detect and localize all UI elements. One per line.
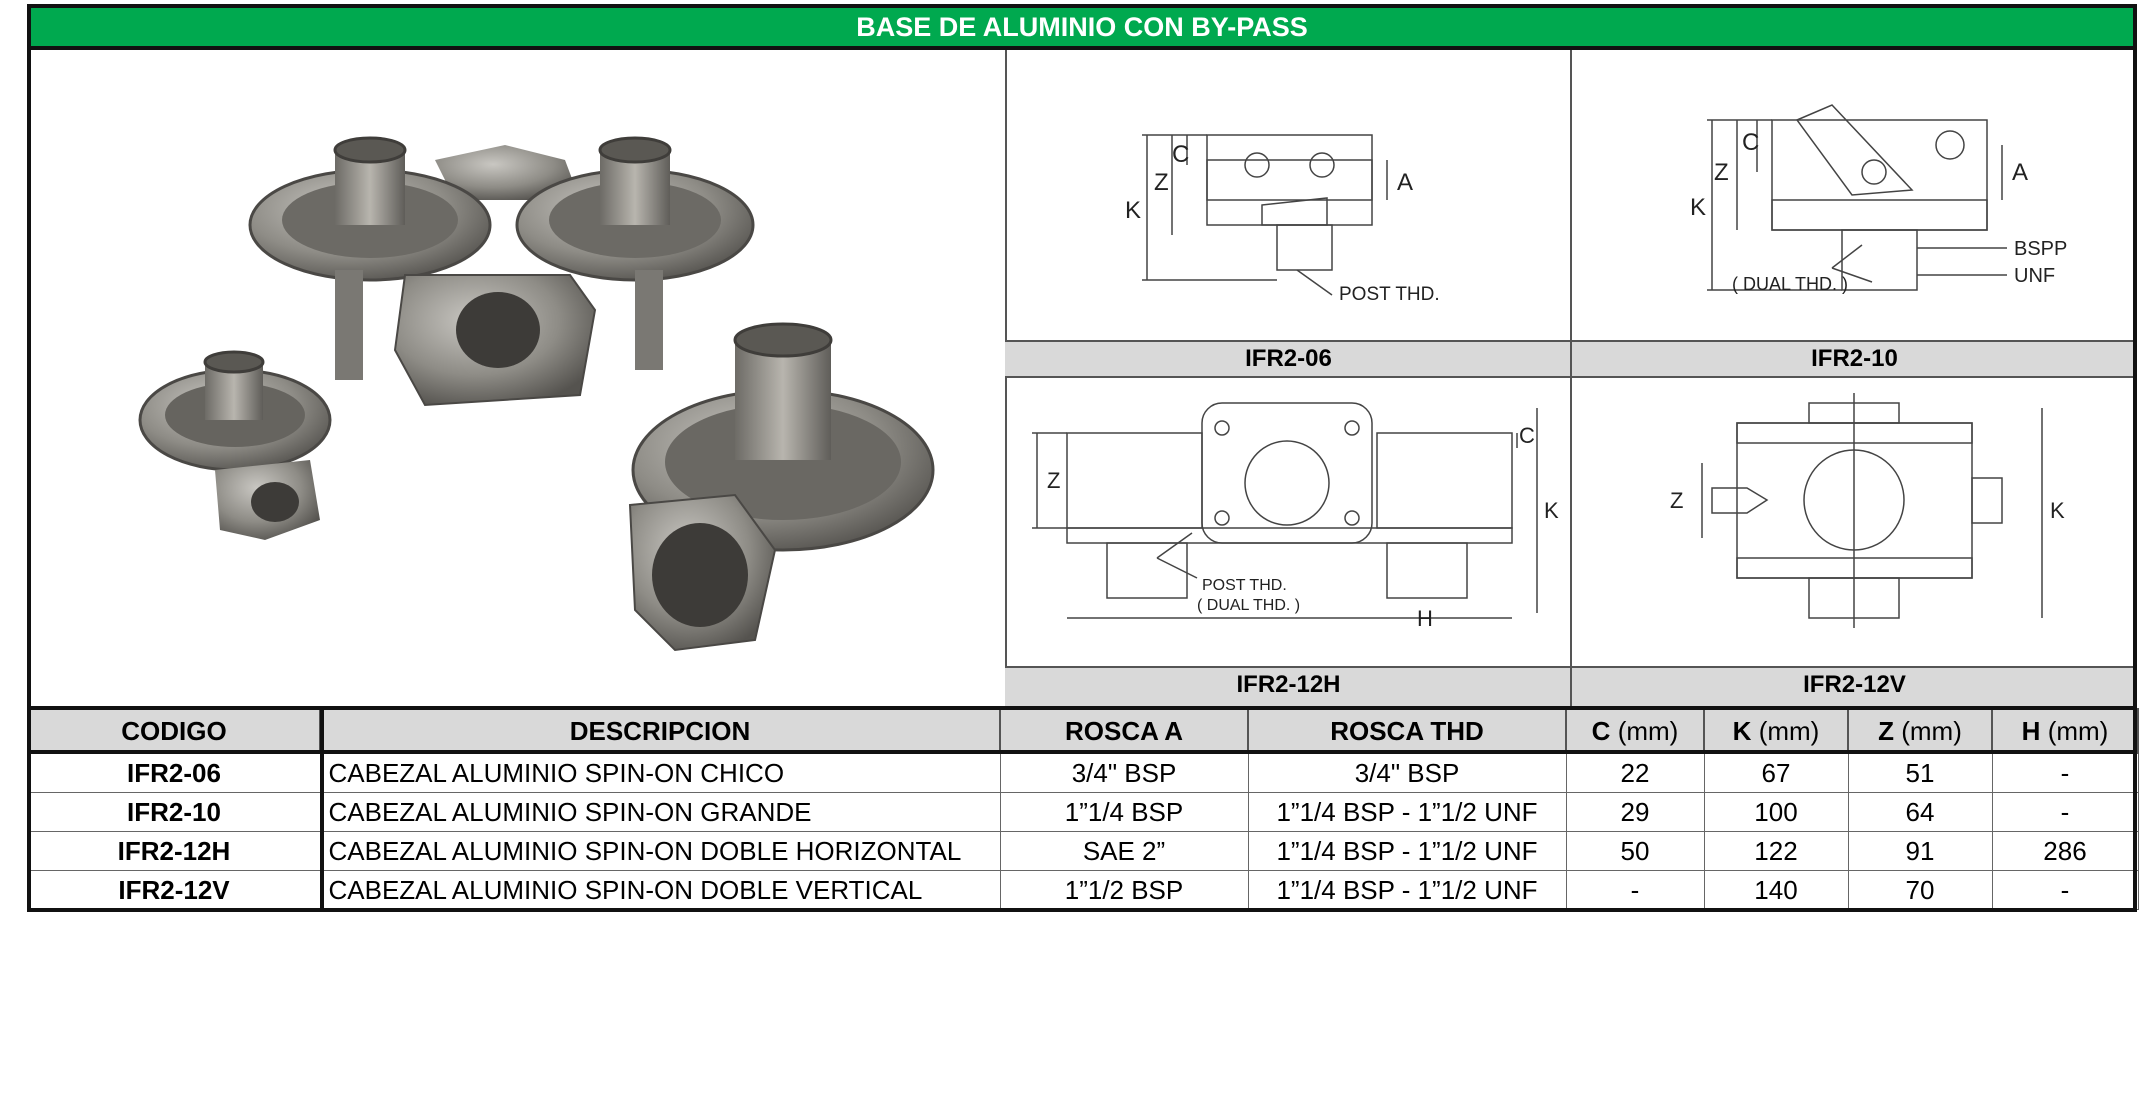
cell-descripcion: CABEZAL ALUMINIO SPIN-ON DOBLE VERTICAL: [320, 871, 1000, 910]
dual-thd-label: ( DUAL THD. ): [1197, 597, 1301, 614]
dim-h: H: [1417, 606, 1433, 631]
table-row: [28, 793, 2138, 832]
cell-codigo: IFR2-12H: [28, 832, 320, 871]
col-h: H (mm): [1992, 709, 2138, 753]
caption-ifr2-10: IFR2-10: [1570, 340, 2137, 378]
dim-c: C: [1172, 141, 1190, 168]
dim-z: Z: [1714, 159, 1729, 186]
dim-z: Z: [1154, 169, 1169, 196]
caption-ifr2-12v: IFR2-12V: [1570, 666, 2137, 708]
cell-h: -: [1992, 753, 2138, 793]
product-sheet: [27, 4, 2137, 912]
section-rule: [27, 750, 2137, 754]
cell-k: 122: [1704, 832, 1848, 871]
col-k: K (mm): [1704, 709, 1848, 753]
cell-k: 67: [1704, 753, 1848, 793]
cell-c: 50: [1566, 832, 1704, 871]
dim-k: K: [1544, 498, 1559, 523]
dual-thd-label: ( DUAL THD. ): [1732, 274, 1849, 294]
dim-k: K: [1125, 197, 1142, 224]
cell-rosca-thd: 1”1/4 BSP - 1”1/2 UNF: [1248, 832, 1566, 871]
dim-c: C: [1519, 423, 1535, 448]
cell-rosca-thd: 1”1/4 BSP - 1”1/2 UNF: [1248, 793, 1566, 832]
cell-k: 140: [1704, 871, 1848, 910]
cell-rosca-a: 1”1/4 BSP: [1000, 793, 1248, 832]
spec-table: [27, 708, 2139, 910]
col-z: Z (mm): [1848, 709, 1992, 753]
drawing-ifr2-12v: [1572, 378, 2137, 666]
cell-codigo: IFR2-12V: [28, 871, 320, 910]
cell-c: 22: [1566, 753, 1704, 793]
cell-z: 64: [1848, 793, 1992, 832]
cell-h: 286: [1992, 832, 2138, 871]
cell-descripcion: CABEZAL ALUMINIO SPIN-ON CHICO: [320, 753, 1000, 793]
cell-h: -: [1992, 793, 2138, 832]
dim-k: K: [2050, 498, 2065, 523]
cell-codigo: IFR2-06: [28, 753, 320, 793]
bspp-label: BSPP: [2014, 238, 2068, 260]
cell-rosca-a: 1”1/2 BSP: [1000, 871, 1248, 910]
cell-rosca-thd: 1”1/4 BSP - 1”1/2 UNF: [1248, 871, 1566, 910]
cell-codigo: IFR2-10: [28, 793, 320, 832]
caption-ifr2-06: IFR2-06: [1005, 340, 1572, 378]
sheet-title: BASE DE ALUMINIO CON BY-PASS: [27, 4, 2137, 50]
product-photo: [35, 50, 1005, 708]
table-row: [28, 753, 2138, 793]
cell-z: 51: [1848, 753, 1992, 793]
cell-c: -: [1566, 871, 1704, 910]
table-header-row: [28, 709, 2138, 753]
dim-k: K: [1690, 194, 1707, 221]
table-row: [28, 832, 2138, 871]
dim-z: Z: [1047, 468, 1061, 493]
dim-z: Z: [1670, 488, 1684, 513]
col-rosca-a: ROSCA A: [1000, 709, 1248, 753]
dim-a: A: [1397, 169, 1414, 196]
col-c: C (mm): [1566, 709, 1704, 753]
post-thd-label: POST THD.: [1339, 284, 1440, 305]
dim-a: A: [2012, 159, 2029, 186]
cell-rosca-a: SAE 2”: [1000, 832, 1248, 871]
section-rule: [27, 706, 2137, 710]
cell-rosca-thd: 3/4" BSP: [1248, 753, 1566, 793]
drawing-ifr2-12h: [1007, 378, 1570, 666]
drawing-ifr2-06: [1007, 50, 1570, 340]
drawing-ifr2-10: [1572, 50, 2137, 340]
col-codigo: CODIGO: [28, 709, 320, 753]
dim-c: C: [1742, 129, 1760, 156]
cell-z: 70: [1848, 871, 1992, 910]
cell-c: 29: [1566, 793, 1704, 832]
cell-descripcion: CABEZAL ALUMINIO SPIN-ON GRANDE: [320, 793, 1000, 832]
image-area: [27, 50, 2137, 708]
column-rule: [320, 708, 324, 912]
caption-ifr2-12h: IFR2-12H: [1005, 666, 1572, 708]
cell-descripcion: CABEZAL ALUMINIO SPIN-ON DOBLE HORIZONTAL: [320, 832, 1000, 871]
col-descripcion: DESCRIPCION: [320, 709, 1000, 753]
post-thd-label: POST THD.: [1202, 577, 1287, 594]
cell-k: 100: [1704, 793, 1848, 832]
cell-z: 91: [1848, 832, 1992, 871]
cell-h: -: [1992, 871, 2138, 910]
table-row: [28, 871, 2138, 910]
cell-rosca-a: 3/4" BSP: [1000, 753, 1248, 793]
unf-label: UNF: [2014, 265, 2056, 287]
col-rosca-thd: ROSCA THD: [1248, 709, 1566, 753]
